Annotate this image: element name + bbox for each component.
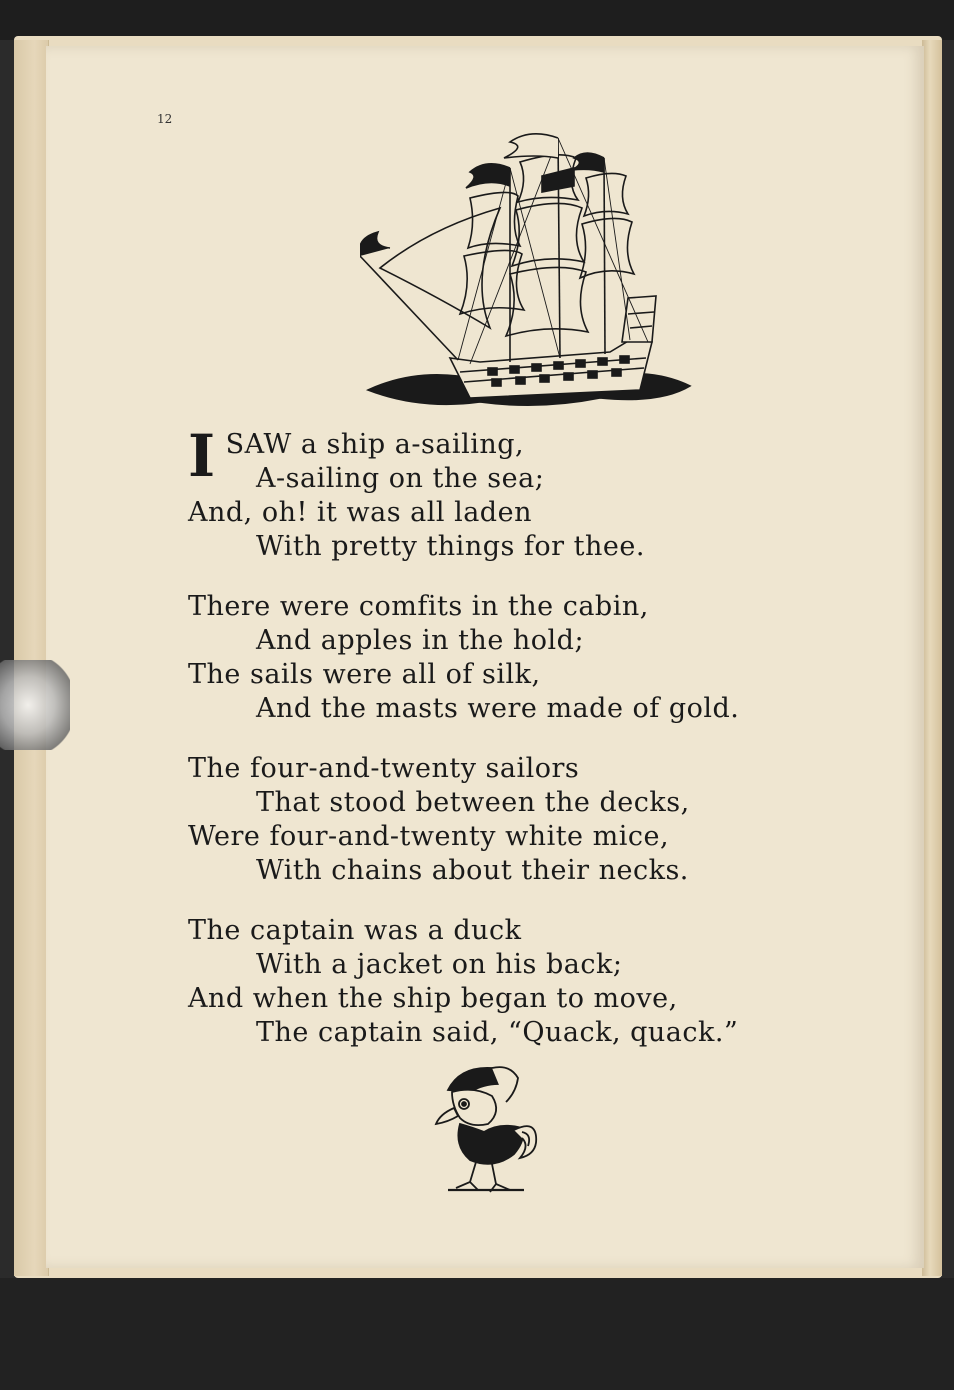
poem-line: Were four-and-twenty white mice, [188, 821, 670, 852]
poem-line: With pretty things for thee. [256, 531, 645, 562]
poem-line: The sails were all of silk, [188, 659, 541, 690]
poem-line: With chains about their necks. [256, 855, 689, 886]
poem-line: A-sailing on the sea; [256, 463, 545, 494]
poem-line: And, oh! it was all laden [188, 497, 532, 528]
stanza-1 [188, 422, 908, 564]
page-stack-right [922, 40, 942, 1276]
duck-captain-icon [430, 1062, 540, 1197]
poem-line: The four-and-twenty sailors [188, 753, 580, 784]
page-number: 12 [157, 112, 173, 126]
poem-line: The captain said, “Quack, quack.” [256, 1017, 739, 1048]
stanza-2 [188, 590, 908, 726]
binding-clip [0, 660, 70, 750]
poem-line: With a jacket on his back; [256, 949, 623, 980]
stanza-3 [188, 752, 908, 888]
poem-line: The captain was a duck [188, 915, 522, 946]
page-stack-left [14, 40, 49, 1276]
poem [188, 422, 908, 1076]
sailing-ship-icon [360, 128, 696, 416]
poem-line: And when the ship began to move, [188, 983, 678, 1014]
poem-line: And apples in the hold; [256, 625, 585, 656]
poem-line: SAW a ship a-sailing, [225, 429, 525, 460]
poem-line: That stood between the decks, [256, 787, 690, 818]
stanza-4 [188, 914, 908, 1050]
drop-cap: I [188, 422, 216, 490]
poem-line: There were comfits in the cabin, [188, 591, 649, 622]
backdrop-bottom [0, 1278, 954, 1390]
poem-line: And the masts were made of gold. [256, 693, 740, 724]
backdrop [0, 0, 954, 40]
